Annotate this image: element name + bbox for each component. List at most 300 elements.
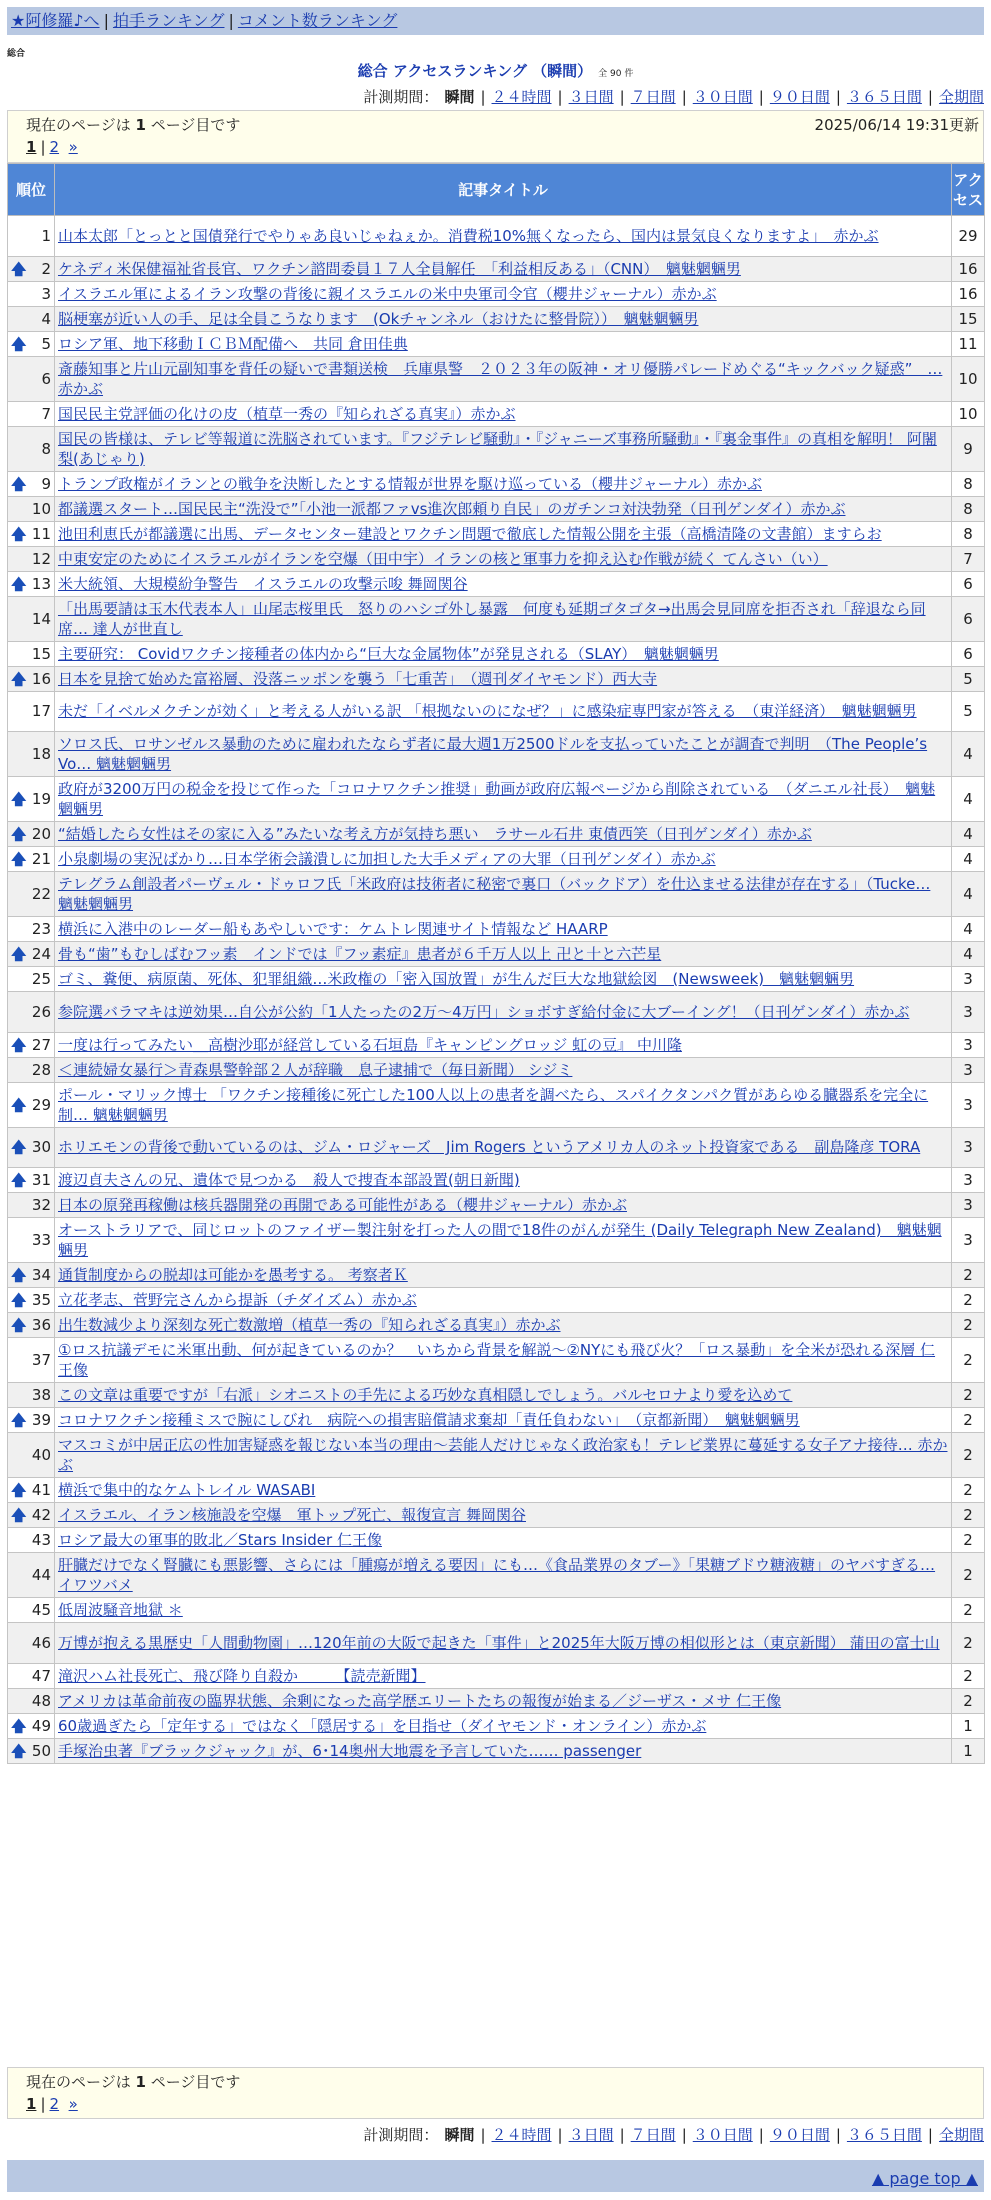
rank-cell (8, 1478, 55, 1503)
table-row (8, 1338, 985, 1383)
rank-number: 1 (41, 226, 51, 245)
rank-cell (8, 1082, 55, 1127)
rank-number: 34 (31, 1266, 51, 1284)
article-link[interactable]: ロシア軍、地下移動ＩＣＢＭ配備へ 共同 倉田佳典 (58, 334, 408, 353)
table-row (8, 1057, 985, 1082)
article-link[interactable]: オーストラリアで、同じロットのファイザー製注射を打った人の間で18件のがんが発生 (Daily Telegraph New Zealand) 魑魅魍魎男 (58, 1221, 942, 1259)
title-cell (55, 1503, 952, 1528)
rank-number: 17 (31, 702, 51, 721)
period-link-5[interactable]: ３６５日間 (846, 88, 922, 106)
table-row (8, 1263, 985, 1288)
period-link-3[interactable]: ３０日間 (692, 88, 753, 106)
article-link[interactable]: ケネディ米保健福祉省長官、ワクチン諮問委員１７人全員解任 「利益相反ある」（CNN） 魑魅魍魎男 (58, 259, 741, 278)
table-row (8, 571, 985, 596)
table-row (8, 1433, 985, 1478)
rank-number: 46 (31, 1633, 51, 1652)
rank-cell (8, 571, 55, 596)
article-link[interactable]: 横浜で集中的なケムトレイル WASABI (58, 1481, 316, 1499)
access-count: 3 (952, 1193, 985, 1218)
rank-number: 24 (31, 945, 51, 963)
rank-cell (8, 1663, 55, 1688)
title-cell (55, 281, 952, 306)
article-link[interactable]: 手塚治虫著『ブラックジャック』が、6･14奥州大地震を予言していた…… passenger (58, 1741, 642, 1760)
access-count: 8 (952, 471, 985, 496)
period-link-2[interactable]: ７日間 (630, 88, 676, 106)
rank-number: 19 (31, 790, 51, 808)
article-link[interactable]: 未だ「イベルメクチンが効く」と考える人がいる訳 「根拠ないのになぜ？」に感染症専門家が答える （東洋経済） 魑魅魍魎男 (58, 702, 917, 721)
table-row (8, 1528, 985, 1553)
up-arrow-icon: 🡅 (11, 259, 27, 278)
access-count: 29 (952, 216, 985, 257)
article-link[interactable]: 国民民主党評価の化けの皮（植草一秀の『知られざる真実』）赤かぶ (58, 404, 516, 423)
article-link[interactable]: 「出馬要請は玉木代表本人」山尾志桜里氏 怒りのハシゴ外し暴露 何度も延期ゴタゴタ→出馬会見同席を拒否され「辞退なら同席… 達人が世直し (58, 599, 926, 638)
nav-separator: | (228, 11, 234, 30)
rank-number: 20 (31, 825, 51, 843)
rank-cell (8, 1688, 55, 1713)
period-link-0[interactable]: ２４時間 (491, 88, 552, 106)
rank-cell (8, 1713, 55, 1738)
article-link[interactable]: ①ロス抗議デモに米軍出動、何が起きているのか？ いちから背景を解説～②NYにも飛び火？「ロス暴動」を全米が恐れる深層 仁王像 (58, 1341, 936, 1379)
period-link-2[interactable]: ７日間 (630, 2126, 676, 2144)
access-count: 8 (952, 496, 985, 521)
article-link[interactable]: ＜連続婦女暴行＞青森県警幹部２人が辞職 息子逮捕で（毎日新聞） シジミ (58, 1060, 573, 1079)
article-link[interactable]: イスラエル軍によるイラン攻撃の背後に親イスラエルの米中央軍司令官（櫻井ジャーナル）赤かぶ (58, 284, 717, 303)
rank-number: 31 (31, 1171, 51, 1189)
title-cell (55, 1598, 952, 1623)
table-row (8, 496, 985, 521)
table-row (8, 992, 985, 1033)
period-separator: | (835, 88, 841, 106)
period-separator: | (758, 2126, 764, 2144)
period-link-6[interactable]: 全期間 (938, 88, 984, 106)
up-arrow-icon: 🡅 (11, 334, 27, 353)
table-row (8, 666, 985, 691)
rank-cell (8, 1408, 55, 1433)
page-info-bottom (7, 2067, 984, 2119)
title-cell (55, 992, 952, 1033)
title-cell (55, 426, 952, 471)
period-separator: | (480, 2126, 486, 2144)
table-row (8, 1598, 985, 1623)
access-count: 5 (952, 666, 985, 691)
article-link[interactable]: 一度は行ってみたい＿高樹沙耶が経営している石垣島『キャンピングロッジ 虹の豆』 中川隆 (58, 1035, 682, 1054)
up-arrow-icon: 🡅 (11, 1316, 27, 1334)
rank-number: 47 (31, 1666, 51, 1685)
title-cell (55, 1688, 952, 1713)
table-row (8, 281, 985, 306)
rank-number: 32 (31, 1196, 51, 1214)
article-link[interactable]: 日本を見捨て始めた富裕層、没落ニッポンを襲う「七重苦」 （週刊ダイヤモンド）西大寺 (58, 669, 658, 688)
page-status-suffix: ページ目です (150, 116, 241, 134)
rank-number: 26 (31, 1002, 51, 1021)
access-count: 4 (952, 777, 985, 822)
table-row (8, 306, 985, 331)
period-link-6[interactable]: 全期間 (938, 2126, 984, 2144)
table-row (8, 1383, 985, 1408)
article-link[interactable]: ポール・マリック博士 「ワクチン接種後に死亡した100人以上の患者を調べたら、スパイクタンパク質があらゆる臓器系を完全に制… 魑魅魍魎男 (58, 1085, 929, 1124)
title-cell (55, 1263, 952, 1288)
rank-cell (8, 401, 55, 426)
header-rank: 順位 (8, 164, 55, 216)
table-row (8, 546, 985, 571)
article-link[interactable]: 山本太郎「とっとと国債発行でやりゃあ良いじゃねぇか。消費税10%無くなったら、国内は景気良くなりますよ」 赤かぶ (58, 226, 879, 245)
table-row (8, 1193, 985, 1218)
up-arrow-icon: 🡅 (11, 474, 27, 493)
table-row (8, 1218, 985, 1263)
rank-cell (8, 1623, 55, 1664)
up-arrow-icon: 🡅 (11, 1716, 27, 1735)
access-count: 10 (952, 356, 985, 401)
table-row (8, 1478, 985, 1503)
access-count: 7 (952, 546, 985, 571)
access-count: 2 (952, 1688, 985, 1713)
article-link[interactable]: ソロス氏、ロサンゼルス暴動のために雇われたならず者に最大週1万2500ドルを支払っていたことが調査で判明 （The People’s Vo… 魑魅魍魎男 (58, 735, 928, 773)
title-cell (55, 1338, 952, 1383)
access-count: 2 (952, 1663, 985, 1688)
period-label: 計測期間： (363, 88, 439, 106)
rank-number: 21 (31, 850, 51, 868)
page-status-prefix: 現在のページは (26, 116, 131, 134)
title-cell (55, 356, 952, 401)
rank-cell (8, 1057, 55, 1082)
period-link-4[interactable]: ９０日間 (769, 88, 830, 106)
access-count: 10 (952, 401, 985, 426)
period-separator: | (835, 2126, 841, 2144)
article-link[interactable]: 立花孝志、菅野完さんから提訴（チダイズム）赤かぶ (58, 1291, 417, 1309)
rank-number: 41 (31, 1481, 51, 1499)
title-cell (55, 1193, 952, 1218)
rank-number: 29 (31, 1095, 51, 1114)
pagination-current: 1 (26, 138, 37, 156)
title-cell (55, 496, 952, 521)
rank-cell (8, 1193, 55, 1218)
access-count: 2 (952, 1528, 985, 1553)
access-count: 16 (952, 281, 985, 306)
rank-cell (8, 917, 55, 942)
title-cell (55, 1032, 952, 1057)
period-link-1[interactable]: ３日間 (568, 88, 614, 106)
table-row (8, 917, 985, 942)
nav-link-asyura[interactable]: ★阿修羅♪へ (11, 11, 100, 30)
category-label: 総合 (7, 49, 26, 59)
rank-cell (8, 732, 55, 777)
title-cell (55, 471, 952, 496)
table-row (8, 401, 985, 426)
table-row (8, 777, 985, 822)
title-cell (55, 666, 952, 691)
rank-cell (8, 1313, 55, 1338)
title-cell (55, 216, 952, 257)
article-link[interactable]: 肝臓だけでなく腎臓にも悪影響、さらには「腫瘍が増える要因」にも…《食品業界のタブー》「果糖ブドウ糖液糖」のヤバすぎる… イワツバメ (58, 1556, 936, 1594)
title-cell (55, 546, 952, 571)
rank-number: 35 (31, 1291, 51, 1309)
page-top-link[interactable]: ▲ page top ▲ (871, 2169, 978, 2188)
rank-cell (8, 521, 55, 546)
rank-cell (8, 1263, 55, 1288)
access-count: 4 (952, 917, 985, 942)
table-row (8, 1688, 985, 1713)
article-link[interactable]: 万博が抱える黒歴史「人間動物園」…120年前の大阪で起きた「事件」と2025年大阪万博の相似形とは（東京新聞） 蒲田の富士山 (58, 1633, 940, 1652)
table-row (8, 847, 985, 872)
table-row (8, 1553, 985, 1598)
rank-number: 11 (31, 524, 51, 543)
rank-number: 8 (41, 439, 51, 458)
period-link-0[interactable]: ２４時間 (491, 2126, 552, 2144)
article-link[interactable]: コロナワクチン接種ミスで腕にしびれ 病院への損害賠償請求棄却「責任負わない」 （京都新聞） 魑魅魍魎男 (58, 1411, 800, 1429)
nav-link-applause-ranking[interactable]: 拍手ランキング (112, 11, 225, 30)
article-link[interactable]: アメリカは革命前夜の臨界状態、余剰になった高学歴エリートたちの報復が始まる／ジーザス・メサ 仁王像 (58, 1691, 782, 1710)
rank-cell (8, 546, 55, 571)
access-count: 3 (952, 1082, 985, 1127)
article-link[interactable]: 通貨制度からの脱却は可能かを愚考する。 考察者Ｋ (58, 1266, 408, 1284)
article-link[interactable]: 60歳過ぎたら「定年する」ではなく「隠居する」を目指せ（ダイヤモンド・オンライン）赤かぶ (58, 1716, 707, 1735)
rank-number: 42 (31, 1506, 51, 1524)
title-cell (55, 306, 952, 331)
access-count: 3 (952, 1032, 985, 1057)
period-separator: | (927, 88, 933, 106)
rank-number: 13 (31, 574, 51, 593)
up-arrow-icon: 🡅 (11, 1095, 27, 1114)
rank-number: 27 (31, 1035, 51, 1054)
item-count: 全 90 件 (598, 69, 634, 79)
title-cell (55, 1082, 952, 1127)
rank-cell (8, 666, 55, 691)
page-status-number: 1 (135, 116, 146, 134)
article-link[interactable]: 出生数減少より深刻な死亡数激増（植草一秀の『知られざる真実』）赤かぶ (58, 1316, 561, 1334)
access-count: 1 (952, 1713, 985, 1738)
up-arrow-icon: 🡅 (11, 945, 27, 963)
pagination-page-2[interactable]: 2 (49, 138, 60, 156)
article-link[interactable]: マスコミが中居正広の性加害疑惑を報じない本当の理由～芸能人だけじゃなく政治家も！テレビ業界に蔓延する女子アナ接待… 赤かぶ (58, 1436, 948, 1474)
nav-separator: | (103, 11, 109, 30)
rank-cell (8, 1553, 55, 1598)
pagination-bottom: 1 | 2 » (26, 2095, 78, 2113)
rank-number: 39 (31, 1411, 51, 1429)
up-arrow-icon: 🡅 (11, 790, 27, 808)
rank-cell (8, 691, 55, 732)
title-cell (55, 917, 952, 942)
rank-number: 28 (31, 1060, 51, 1079)
rank-number: 38 (31, 1386, 51, 1404)
rank-cell (8, 1338, 55, 1383)
article-link[interactable]: “結婚したら女性はその家に入る”みたいな考え方が気持ち悪い ラサール石井 東債西笑（日刊ゲンダイ）赤かぶ (58, 825, 812, 843)
access-count: 5 (952, 691, 985, 732)
title-cell (55, 401, 952, 426)
article-link[interactable]: ホリエモンの背後で動いているのは、ジム・ロジャーズ Jim Rogers というアメリカ人のネット投資家である 副島隆彦 TORA (58, 1138, 921, 1157)
page-info-top (7, 110, 984, 163)
rank-cell (8, 1598, 55, 1623)
nav-link-comment-ranking[interactable]: コメント数ランキング (237, 11, 398, 30)
table-row (8, 1623, 985, 1664)
header-access: アクセス (952, 164, 985, 216)
table-row (8, 331, 985, 356)
rank-number: 14 (31, 609, 51, 628)
period-link-4[interactable]: ９０日間 (769, 2126, 830, 2144)
title-cell (55, 1218, 952, 1263)
title-cell (55, 571, 952, 596)
table-row (8, 1738, 985, 1763)
access-count: 4 (952, 822, 985, 847)
access-count: 4 (952, 847, 985, 872)
article-link[interactable]: 中東安定のためにイスラエルがイランを空爆（田中宇）イランの核と軍事力を抑え込む作戦が続く てんさい（い） (58, 549, 828, 568)
period-separator: | (480, 88, 486, 106)
access-count: 2 (952, 1408, 985, 1433)
table-row (8, 942, 985, 967)
up-arrow-icon: 🡅 (11, 574, 27, 593)
rank-cell (8, 1738, 55, 1763)
rank-number: 7 (41, 404, 51, 423)
article-link[interactable]: 国民の皆様は、テレビ等報道に洗脳されています。『フジテレビ騒動』・『ジャニーズ事務所騒動』・『裏金事件』の真相を解明！ 阿闍梨(あじゃり) (58, 429, 937, 468)
title-cell (55, 1738, 952, 1763)
rank-number: 23 (31, 920, 51, 938)
title-cell (55, 256, 952, 281)
period-current: 瞬間 (444, 2126, 475, 2144)
article-link[interactable]: 参院選バラマキは逆効果…自公が公約「1人たったの2万～4万円」ショボすぎ給付金に大ブーイング！（日刊ゲンダイ）赤かぶ (58, 1002, 910, 1021)
up-arrow-icon: 🡅 (11, 1411, 27, 1429)
period-link-5[interactable]: ３６５日間 (846, 2126, 922, 2144)
access-count: 1 (952, 1738, 985, 1763)
table-row (8, 1503, 985, 1528)
period-separator: | (619, 2126, 625, 2144)
rank-number: 5 (41, 334, 51, 353)
access-count: 2 (952, 1433, 985, 1478)
title-cell (55, 1168, 952, 1193)
article-link[interactable]: イスラエル、イラン核施設を空爆 軍トップ死亡、報復宣言 舞岡関谷 (58, 1506, 526, 1524)
rank-number: 37 (31, 1351, 51, 1369)
up-arrow-icon: 🡅 (11, 1741, 27, 1760)
period-label: 計測期間： (363, 2126, 439, 2144)
period-selector-top (363, 87, 984, 107)
title-cell (55, 1057, 952, 1082)
article-link[interactable]: 米大統領、大規模紛争警告 イスラエルの攻撃示唆 舞岡関谷 (58, 574, 468, 593)
table-row (8, 691, 985, 732)
table-row (8, 356, 985, 401)
table-row (8, 872, 985, 917)
access-count: 6 (952, 641, 985, 666)
title-cell (55, 641, 952, 666)
pagination-next[interactable]: » (68, 2095, 78, 2113)
title-cell (55, 1528, 952, 1553)
pagination-page-2[interactable]: 2 (49, 2095, 60, 2113)
period-separator: | (927, 2126, 933, 2144)
article-link[interactable]: 滝沢ハム社長死亡、飛び降り自殺か 【読売新聞】 (58, 1666, 426, 1685)
article-link[interactable]: 斎藤知事と片山元副知事を背任の疑いで書類送検 兵庫県警 ２０２３年の阪神・オリ優勝パレードめぐる“キックバック疑惑” … 赤かぶ (58, 359, 943, 398)
pagination-next[interactable]: » (68, 138, 78, 156)
rank-number: 45 (31, 1601, 51, 1619)
period-separator: | (681, 2126, 687, 2144)
title-cell (55, 1663, 952, 1688)
up-arrow-icon: 🡅 (11, 1506, 27, 1524)
access-count: 4 (952, 872, 985, 917)
access-count: 2 (952, 1383, 985, 1408)
period-current: 瞬間 (444, 88, 475, 106)
access-count: 6 (952, 596, 985, 641)
rank-cell (8, 872, 55, 917)
rank-cell (8, 1288, 55, 1313)
title-cell (55, 1478, 952, 1503)
table-row (8, 1288, 985, 1313)
rank-cell (8, 641, 55, 666)
rank-cell (8, 777, 55, 822)
title-cell (55, 1313, 952, 1338)
rank-cell (8, 992, 55, 1033)
table-row (8, 967, 985, 992)
title-cell (55, 732, 952, 777)
article-link[interactable]: 低周波騒音地獄 ＊ (58, 1601, 183, 1619)
article-link[interactable]: トランプ政権がイランとの戦争を決断したとする情報が世界を駆け巡っている（櫻井ジャーナル）赤かぶ (58, 474, 762, 493)
article-link[interactable]: 骨も“歯”もむしばむフッ素 インドでは『フッ素症』患者が６千万人以上 卍と十と六芒星 (58, 945, 662, 963)
rank-cell (8, 256, 55, 281)
header-title: 記事タイトル (55, 164, 952, 216)
rank-number: 25 (31, 970, 51, 988)
rank-number: 36 (31, 1316, 51, 1334)
title-cell (55, 521, 952, 546)
article-link[interactable]: 横浜に入港中のレーダー船もあやしいです：ケムトレ関連サイト情報など HAARP (58, 920, 608, 938)
access-count: 4 (952, 942, 985, 967)
article-link[interactable]: 小泉劇場の実況ばかり…日本学術会議潰しに加担した大手メディアの大罪（日刊ゲンダイ）赤かぶ (58, 850, 716, 868)
table-row (8, 1127, 985, 1168)
rank-cell (8, 306, 55, 331)
table-row (8, 822, 985, 847)
up-arrow-icon: 🡅 (11, 1291, 27, 1309)
period-link-3[interactable]: ３０日間 (692, 2126, 753, 2144)
article-link[interactable]: ゴミ、糞便、病原菌、死体、犯罪組織…米政権の「密入国放置」が生んだ巨大な地獄絵図 (Newsweek) 魑魅魍魎男 (58, 970, 855, 988)
article-link[interactable]: テレグラム創設者パーヴェル・ドゥロフ氏「米政府は技術者に秘密で裏口（バックドア）を仕込ませる法律が存在する」（Tucke… 魑魅魍魎男 (58, 875, 931, 913)
article-link[interactable]: 池田利恵氏が都議選に出馬、データセンター建設とワクチン問題で徹底した情報公開を主張（高橋清隆の文書館）ますらお (58, 524, 882, 543)
rank-number: 50 (31, 1741, 51, 1760)
up-arrow-icon: 🡅 (11, 1035, 27, 1054)
access-count: 3 (952, 1218, 985, 1263)
article-link[interactable]: ロシア最大の軍事的敗北／Stars Insider 仁王像 (58, 1531, 382, 1549)
title-cell (55, 1383, 952, 1408)
up-arrow-icon: 🡅 (11, 1481, 27, 1499)
article-link[interactable]: 日本の原発再稼働は核兵器開発の再開である可能性がある（櫻井ジャーナル）赤かぶ (58, 1196, 627, 1214)
title-cell (55, 872, 952, 917)
table-row (8, 596, 985, 641)
access-count: 8 (952, 521, 985, 546)
rank-cell (8, 1168, 55, 1193)
title-cell (55, 777, 952, 822)
article-link[interactable]: 渡辺貞夫さんの兄、遺体で見つかる 殺人で捜査本部設置(朝日新聞) (58, 1171, 520, 1189)
rank-number: 2 (41, 259, 51, 278)
article-link[interactable]: 主要研究： Covidワクチン接種者の体内から“巨大な金属物体”が発見される（SLAY） 魑魅魍魎男 (58, 644, 719, 663)
access-count: 2 (952, 1313, 985, 1338)
period-link-1[interactable]: ３日間 (568, 2126, 614, 2144)
rank-number: 4 (41, 309, 51, 328)
title-cell (55, 942, 952, 967)
page-status-suffix: ページ目です (150, 2073, 241, 2091)
article-link[interactable]: 都議選スタート…国民民主“洗没で”「小池一派都ファvs進次郎頼り自民」のガチンコ対決勃発（日刊ゲンダイ）赤かぶ (58, 499, 846, 518)
rank-cell (8, 942, 55, 967)
rank-cell (8, 1127, 55, 1168)
article-link[interactable]: 脳梗塞が近い人の手、足は全員こうなります (Okチャンネル（おけたに整骨院）） 魑魅魍魎男 (58, 309, 699, 328)
pagination-top: 1 | 2 » (26, 138, 78, 156)
access-count: 3 (952, 992, 985, 1033)
article-link[interactable]: 政府が3200万円の税金を投じて作った「コロナワクチン推奨」動画が政府広報ページから削除されている （ダニエル社長） 魑魅魍魎男 (58, 780, 936, 818)
rank-cell (8, 471, 55, 496)
title-cell (55, 1127, 952, 1168)
up-arrow-icon: 🡅 (11, 1171, 27, 1189)
rank-number: 30 (31, 1138, 51, 1157)
table-row (8, 641, 985, 666)
title-cell (55, 822, 952, 847)
period-separator: | (557, 2126, 563, 2144)
title-cell (55, 1623, 952, 1664)
article-link[interactable]: この文章は重要ですが「右派」シオニストの手先による巧妙な真相隠しでしょう。バルセロナより愛を込めて (58, 1386, 793, 1404)
title-cell (55, 1288, 952, 1313)
access-count: 3 (952, 1057, 985, 1082)
rank-number: 43 (31, 1531, 51, 1549)
